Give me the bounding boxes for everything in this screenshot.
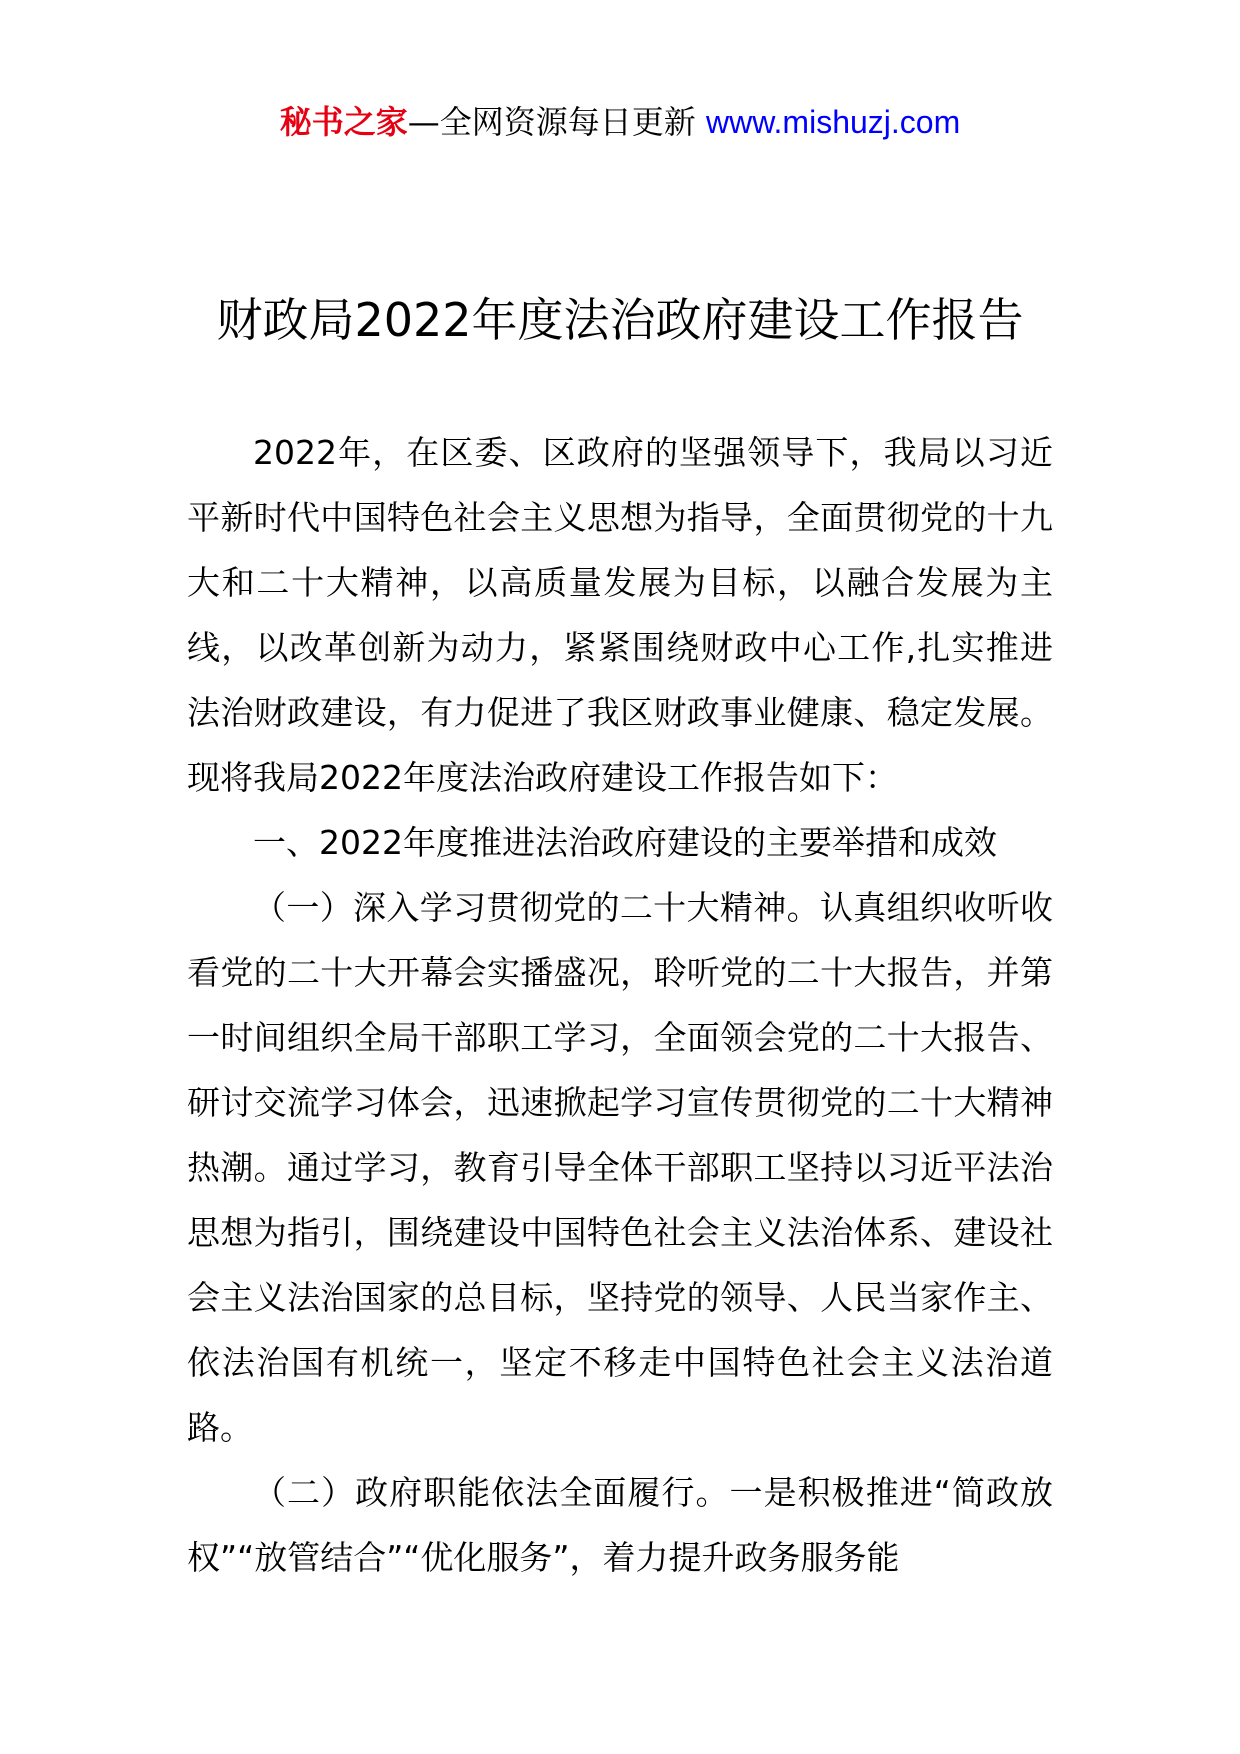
- paragraph-2: （二）政府职能依法全面履行。一是积极推进“简政放权”“放管结合”“优化服务”，着力提升政务服务能: [187, 1473, 1053, 1577]
- document-title: 财政局2022年度法治政府建设工作报告: [216, 293, 1024, 347]
- site-header: [0, 100, 1240, 144]
- brand-name: 秘书之家: [279, 103, 408, 141]
- document-body: [187, 420, 1053, 1590]
- paragraph-1: （一）深入学习贯彻党的二十大精神。认真组织收听收看党的二十大开幕会实播盛况，聆听党的二十大报告，并第一时间组织全局干部职工学习，全面领会党的二十大报告、研讨交流学习体会，迅速掀起学习宣传贯彻党的二十大精神热潮。通过学习，教育引导全体干部职工坚持以习近平法治思想为指引，围绕建设中国特色社会主义法治体系、建设社会主义法治国家的总目标，坚持党的领导、人民当家作主、依法治国有机统一，坚定不移走中国特色社会主义法治道路。: [187, 888, 1053, 1447]
- intro-paragraph: 2022年，在区委、区政府的坚强领导下，我局以习近平新时代中国特色社会主义思想为指导，全面贯彻党的十九大和二十大精神，以高质量发展为目标，以融合发展为主线，以改革创新为动力，紧紧围绕财政中心工作,扎实推进法治财政建设，有力促进了我区财政事业健康、稳定发展。现将我局2022年度法治政府建设工作报告如下：: [187, 433, 1053, 797]
- site-url-link[interactable]: www.mishuzj.com: [705, 104, 961, 140]
- section-heading: 一、2022年度推进法治政府建设的主要举措和成效: [253, 823, 997, 862]
- header-tagline: —全网资源每日更新: [407, 103, 706, 141]
